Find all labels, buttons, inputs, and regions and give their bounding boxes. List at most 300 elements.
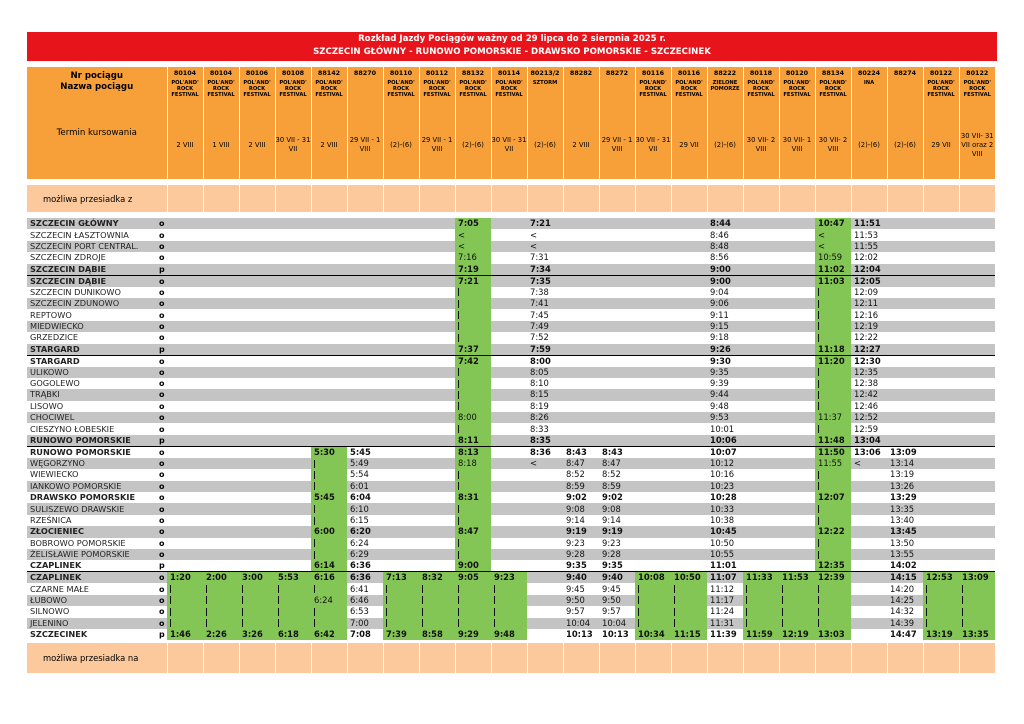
train-name: POL'AND' ROCK FESTIVAL bbox=[819, 80, 847, 98]
time-cell bbox=[167, 526, 203, 537]
time-cell bbox=[347, 389, 383, 400]
time-cell bbox=[599, 275, 635, 287]
passes-through-marker bbox=[422, 608, 423, 616]
time-cell bbox=[239, 298, 275, 309]
passes-through-marker bbox=[314, 539, 315, 547]
time-cell bbox=[635, 492, 671, 503]
time-cell bbox=[419, 538, 455, 549]
service-dates: 30 VII - 31 VII bbox=[635, 136, 671, 153]
time-cell bbox=[887, 252, 923, 263]
time-cell bbox=[743, 583, 779, 594]
time-cell bbox=[959, 606, 995, 617]
passes-through-marker bbox=[638, 596, 639, 604]
passes-through-marker bbox=[206, 608, 207, 616]
time-cell: 9:11 bbox=[707, 309, 743, 320]
time-cell bbox=[347, 412, 383, 423]
time-cell bbox=[923, 435, 959, 447]
time-cell bbox=[923, 481, 959, 492]
time-cell bbox=[635, 595, 671, 606]
time-cell: 11:12 bbox=[707, 583, 743, 594]
passes-through-marker bbox=[782, 619, 783, 627]
passes-through-marker bbox=[962, 585, 963, 593]
passes-through-marker bbox=[242, 608, 243, 616]
station-row bbox=[27, 583, 995, 594]
time-cell bbox=[527, 549, 563, 560]
time-cell bbox=[311, 355, 347, 367]
time-cell bbox=[311, 275, 347, 287]
arrival-departure-flag: o bbox=[159, 492, 167, 503]
passes-through-marker bbox=[314, 585, 315, 593]
time-cell bbox=[311, 606, 347, 617]
transfer-cell bbox=[851, 185, 887, 212]
transfer-cell bbox=[239, 643, 275, 673]
time-cell bbox=[743, 606, 779, 617]
time-cell: 3:26 bbox=[239, 629, 275, 640]
time-cell: 8:36 bbox=[527, 446, 563, 458]
time-cell bbox=[167, 401, 203, 412]
passes-through-marker bbox=[746, 596, 747, 604]
time-cell bbox=[923, 321, 959, 332]
time-cell bbox=[779, 321, 815, 332]
time-cell bbox=[599, 378, 635, 389]
train-number: 80122 bbox=[966, 69, 989, 77]
time-cell: 8:13 bbox=[455, 446, 491, 458]
station-name: RUNOWO POMORSKIE bbox=[27, 446, 159, 458]
arrival-departure-flag: o bbox=[159, 515, 167, 526]
time-cell bbox=[275, 355, 311, 367]
time-cell bbox=[275, 481, 311, 492]
time-cell bbox=[599, 344, 635, 356]
time-cell: 10:45 bbox=[707, 526, 743, 537]
time-cell: 8:05 bbox=[527, 367, 563, 378]
time-cell: 12:22 bbox=[815, 526, 851, 537]
time-cell: 8:31 bbox=[455, 492, 491, 503]
station-name: SZCZECIN DUNIKOWO bbox=[27, 287, 159, 298]
time-cell bbox=[527, 595, 563, 606]
time-cell bbox=[743, 469, 779, 480]
time-cell bbox=[671, 583, 707, 594]
transfer-cell bbox=[419, 185, 455, 212]
passes-through-marker bbox=[206, 596, 207, 604]
time-cell bbox=[635, 446, 671, 458]
time-cell bbox=[203, 618, 239, 629]
time-cell bbox=[959, 481, 995, 492]
time-cell: 7:49 bbox=[527, 321, 563, 332]
time-cell bbox=[311, 538, 347, 549]
train-name bbox=[888, 77, 923, 80]
station-row bbox=[27, 344, 995, 356]
train-name: POL'AND' ROCK FESTIVAL bbox=[423, 80, 451, 98]
time-cell bbox=[167, 218, 203, 229]
arrival-departure-flag: o bbox=[159, 606, 167, 617]
time-cell bbox=[563, 401, 599, 412]
station-row bbox=[27, 560, 995, 572]
time-cell bbox=[959, 287, 995, 298]
time-cell bbox=[491, 287, 527, 298]
time-cell bbox=[419, 583, 455, 594]
train-number: 80104 bbox=[173, 69, 197, 77]
time-cell bbox=[815, 606, 851, 617]
time-cell bbox=[779, 309, 815, 320]
time-cell: 8:43 bbox=[563, 446, 599, 458]
station-row bbox=[27, 378, 995, 389]
passes-through-marker bbox=[818, 402, 819, 410]
time-cell bbox=[491, 321, 527, 332]
time-cell bbox=[419, 618, 455, 629]
time-cell: 8:32 bbox=[419, 572, 455, 584]
train-name: SZTORM bbox=[532, 80, 558, 86]
time-cell bbox=[671, 435, 707, 447]
train-number: 88272 bbox=[605, 69, 629, 77]
time-cell bbox=[383, 218, 419, 229]
time-cell bbox=[311, 229, 347, 240]
time-cell bbox=[419, 560, 455, 572]
passes-through-marker bbox=[818, 300, 819, 308]
time-cell bbox=[239, 492, 275, 503]
service-dates: 29 VII bbox=[931, 140, 951, 149]
passes-through-marker bbox=[314, 517, 315, 525]
time-cell bbox=[167, 446, 203, 458]
time-cell bbox=[167, 492, 203, 503]
time-cell bbox=[167, 458, 203, 469]
time-cell bbox=[239, 538, 275, 549]
passes-through-marker bbox=[206, 585, 207, 593]
time-cell bbox=[275, 309, 311, 320]
passes-through-marker bbox=[458, 585, 459, 593]
time-cell bbox=[419, 287, 455, 298]
train-column-header bbox=[491, 67, 527, 179]
time-cell bbox=[635, 252, 671, 263]
time-cell: 9:35 bbox=[707, 367, 743, 378]
time-cell bbox=[923, 355, 959, 367]
time-cell bbox=[959, 378, 995, 389]
arrival-departure-flag: o bbox=[159, 526, 167, 537]
passes-through-marker bbox=[458, 551, 459, 559]
station-row bbox=[27, 332, 995, 343]
time-cell: 13:14 bbox=[887, 458, 923, 469]
time-cell bbox=[743, 423, 779, 434]
time-cell bbox=[671, 344, 707, 356]
time-cell bbox=[959, 423, 995, 434]
time-cell bbox=[815, 583, 851, 594]
time-cell bbox=[527, 583, 563, 594]
transfer-cell bbox=[527, 643, 563, 673]
transfer-cell bbox=[887, 643, 923, 673]
time-cell: 9:23 bbox=[491, 572, 527, 584]
time-cell bbox=[491, 458, 527, 469]
time-cell: 10:55 bbox=[707, 549, 743, 560]
time-cell: 9:08 bbox=[599, 503, 635, 514]
time-cell: 9:00 bbox=[707, 275, 743, 287]
time-cell bbox=[275, 344, 311, 356]
time-cell: 7:42 bbox=[455, 355, 491, 367]
time-cell bbox=[275, 298, 311, 309]
time-cell bbox=[923, 503, 959, 514]
time-cell bbox=[779, 275, 815, 287]
service-dates: 2 VIII bbox=[320, 140, 338, 149]
time-cell bbox=[635, 264, 671, 276]
time-cell bbox=[527, 629, 563, 640]
time-cell: 7:37 bbox=[455, 344, 491, 356]
time-cell: 11:01 bbox=[707, 560, 743, 572]
time-cell bbox=[671, 355, 707, 367]
time-cell bbox=[383, 606, 419, 617]
time-cell: 6:14 bbox=[311, 560, 347, 572]
transfer-cell bbox=[167, 643, 203, 673]
time-cell bbox=[347, 367, 383, 378]
time-cell bbox=[779, 492, 815, 503]
time-cell bbox=[815, 309, 851, 320]
time-cell bbox=[923, 538, 959, 549]
time-cell: 9:02 bbox=[599, 492, 635, 503]
time-cell: 9:19 bbox=[563, 526, 599, 537]
time-cell bbox=[383, 595, 419, 606]
time-cell bbox=[383, 309, 419, 320]
time-cell bbox=[383, 355, 419, 367]
time-cell bbox=[959, 526, 995, 537]
transfer-cell bbox=[779, 643, 815, 673]
time-cell bbox=[203, 503, 239, 514]
arrival-departure-flag: o bbox=[159, 218, 167, 229]
time-cell bbox=[959, 389, 995, 400]
station-name: SZCZECIN DĄBIE bbox=[27, 275, 159, 287]
time-cell bbox=[311, 515, 347, 526]
passes-through-marker bbox=[458, 311, 459, 319]
time-cell bbox=[815, 618, 851, 629]
time-cell: 9:08 bbox=[563, 503, 599, 514]
transfer-cell bbox=[779, 185, 815, 212]
time-cell bbox=[311, 469, 347, 480]
station-name: CZAPLINEK bbox=[27, 572, 159, 584]
time-cell bbox=[743, 549, 779, 560]
time-cell: 12:19 bbox=[851, 321, 887, 332]
station-row bbox=[27, 367, 995, 378]
time-cell bbox=[347, 378, 383, 389]
time-cell bbox=[815, 503, 851, 514]
time-cell: 8:47 bbox=[563, 458, 599, 469]
time-cell bbox=[743, 275, 779, 287]
time-cell bbox=[887, 321, 923, 332]
passes-through-marker bbox=[782, 608, 783, 616]
transfer-cell bbox=[815, 643, 851, 673]
time-cell bbox=[563, 218, 599, 229]
station-row bbox=[27, 355, 995, 367]
time-cell bbox=[203, 367, 239, 378]
transfer-cell bbox=[923, 185, 959, 212]
time-cell bbox=[671, 252, 707, 263]
time-cell bbox=[167, 321, 203, 332]
time-cell: 12:27 bbox=[851, 344, 887, 356]
time-cell bbox=[419, 367, 455, 378]
time-cell bbox=[599, 298, 635, 309]
time-cell bbox=[887, 344, 923, 356]
time-cell bbox=[635, 332, 671, 343]
time-cell: 5:30 bbox=[311, 446, 347, 458]
time-cell: 11:24 bbox=[707, 606, 743, 617]
passes-through-marker bbox=[458, 402, 459, 410]
time-cell bbox=[383, 549, 419, 560]
time-cell bbox=[275, 218, 311, 229]
station-name: BOBROWO POMORSKIE bbox=[27, 538, 159, 549]
time-cell bbox=[167, 560, 203, 572]
train-column-header bbox=[959, 67, 995, 179]
time-cell bbox=[239, 252, 275, 263]
time-cell: 11:55 bbox=[851, 241, 887, 252]
time-cell bbox=[167, 618, 203, 629]
time-cell bbox=[959, 618, 995, 629]
time-cell bbox=[239, 344, 275, 356]
transfer-cell bbox=[167, 185, 203, 212]
time-cell bbox=[635, 618, 671, 629]
passes-through-marker bbox=[962, 619, 963, 627]
time-cell bbox=[239, 355, 275, 367]
transfer-from-row-label: możliwa przesiadka z bbox=[43, 193, 133, 204]
time-cell: 8:48 bbox=[707, 241, 743, 252]
time-cell bbox=[203, 378, 239, 389]
service-dates: 30 VII- 31 VII oraz 2 VIII bbox=[960, 131, 994, 158]
time-cell bbox=[383, 526, 419, 537]
passes-through-marker bbox=[458, 322, 459, 330]
timetable bbox=[27, 67, 995, 673]
time-cell bbox=[275, 332, 311, 343]
transfer-cell bbox=[275, 643, 311, 673]
service-dates: 30 VII- 1 VIII bbox=[782, 136, 812, 153]
time-cell: 8:59 bbox=[599, 481, 635, 492]
time-cell: 8:11 bbox=[455, 435, 491, 447]
time-cell: 10:16 bbox=[707, 469, 743, 480]
station-name: ŻELISŁAWIE POMORSKIE bbox=[27, 549, 159, 560]
time-cell bbox=[959, 298, 995, 309]
time-cell bbox=[203, 606, 239, 617]
time-cell: 9:14 bbox=[563, 515, 599, 526]
passes-through-marker bbox=[422, 585, 423, 593]
time-cell bbox=[635, 606, 671, 617]
time-cell bbox=[239, 435, 275, 447]
time-cell bbox=[527, 492, 563, 503]
time-cell: 10:47 bbox=[815, 218, 851, 229]
time-cell bbox=[959, 503, 995, 514]
service-dates: (2)-(6) bbox=[858, 140, 880, 149]
station-row bbox=[27, 481, 995, 492]
passes-through-marker bbox=[170, 585, 171, 593]
time-cell bbox=[347, 252, 383, 263]
station-row bbox=[27, 275, 995, 287]
train-number: 88270 bbox=[353, 69, 377, 77]
time-cell bbox=[671, 309, 707, 320]
time-cell: 14:32 bbox=[887, 606, 923, 617]
time-cell bbox=[491, 412, 527, 423]
time-cell bbox=[203, 595, 239, 606]
time-cell bbox=[419, 458, 455, 469]
time-cell bbox=[959, 275, 995, 287]
time-cell bbox=[923, 401, 959, 412]
service-dates: 29 VII bbox=[679, 140, 699, 149]
time-cell bbox=[455, 515, 491, 526]
time-cell bbox=[383, 401, 419, 412]
time-cell bbox=[743, 401, 779, 412]
time-cell: 6:24 bbox=[347, 538, 383, 549]
time-cell bbox=[671, 492, 707, 503]
time-cell: 6:42 bbox=[311, 629, 347, 640]
time-cell bbox=[599, 423, 635, 434]
time-cell bbox=[167, 264, 203, 276]
time-cell bbox=[815, 287, 851, 298]
time-cell bbox=[635, 218, 671, 229]
station-name: SULISZEWO DRAWSKIE bbox=[27, 503, 159, 514]
time-cell: 11:50 bbox=[815, 446, 851, 458]
time-cell: 3:00 bbox=[239, 572, 275, 584]
time-cell bbox=[923, 229, 959, 240]
time-cell bbox=[347, 344, 383, 356]
time-cell bbox=[167, 332, 203, 343]
time-cell bbox=[959, 332, 995, 343]
time-cell bbox=[455, 298, 491, 309]
station-name: GOGOLEWO bbox=[27, 378, 159, 389]
time-cell: 9:06 bbox=[707, 298, 743, 309]
time-cell bbox=[455, 549, 491, 560]
passes-through-marker bbox=[242, 596, 243, 604]
train-number: 80104 bbox=[209, 69, 233, 77]
time-cell: 13:26 bbox=[887, 481, 923, 492]
time-cell bbox=[419, 321, 455, 332]
time-cell: 6:01 bbox=[347, 481, 383, 492]
time-cell bbox=[419, 606, 455, 617]
time-cell bbox=[635, 298, 671, 309]
time-cell bbox=[743, 595, 779, 606]
passes-through-marker bbox=[818, 425, 819, 433]
time-cell bbox=[275, 458, 311, 469]
time-cell bbox=[779, 549, 815, 560]
time-cell bbox=[491, 492, 527, 503]
train-number: 80114 bbox=[497, 69, 521, 77]
time-cell bbox=[743, 229, 779, 240]
time-cell bbox=[599, 321, 635, 332]
time-cell bbox=[239, 560, 275, 572]
time-cell: 9:50 bbox=[599, 595, 635, 606]
time-cell bbox=[419, 252, 455, 263]
station-name: CHOCIWEL bbox=[27, 412, 159, 423]
time-cell: 9:48 bbox=[491, 629, 527, 640]
transfer-cell bbox=[707, 643, 743, 673]
time-cell: 10:50 bbox=[707, 538, 743, 549]
arrival-departure-flag: o bbox=[159, 321, 167, 332]
passes-through-marker bbox=[458, 288, 459, 296]
time-cell: 8:47 bbox=[599, 458, 635, 469]
time-cell bbox=[167, 378, 203, 389]
station-name: SZCZECIN PORT CENTRAL. bbox=[27, 241, 159, 252]
time-cell: 8:58 bbox=[419, 629, 455, 640]
time-cell bbox=[527, 469, 563, 480]
time-cell bbox=[959, 595, 995, 606]
train-column-header bbox=[563, 67, 599, 179]
time-cell bbox=[743, 618, 779, 629]
time-cell bbox=[779, 378, 815, 389]
time-cell bbox=[275, 515, 311, 526]
time-cell: < bbox=[815, 229, 851, 240]
time-cell bbox=[383, 378, 419, 389]
time-cell bbox=[563, 241, 599, 252]
time-cell bbox=[239, 503, 275, 514]
passes-through-marker bbox=[638, 585, 639, 593]
time-cell: 11:02 bbox=[815, 264, 851, 276]
station-row bbox=[27, 218, 995, 229]
time-cell bbox=[923, 549, 959, 560]
arrival-departure-flag: o bbox=[159, 275, 167, 287]
time-cell bbox=[635, 321, 671, 332]
transfer-to-row-label: możliwa przesiadka na bbox=[43, 653, 139, 664]
passes-through-marker bbox=[818, 539, 819, 547]
time-cell: 6:18 bbox=[275, 629, 311, 640]
